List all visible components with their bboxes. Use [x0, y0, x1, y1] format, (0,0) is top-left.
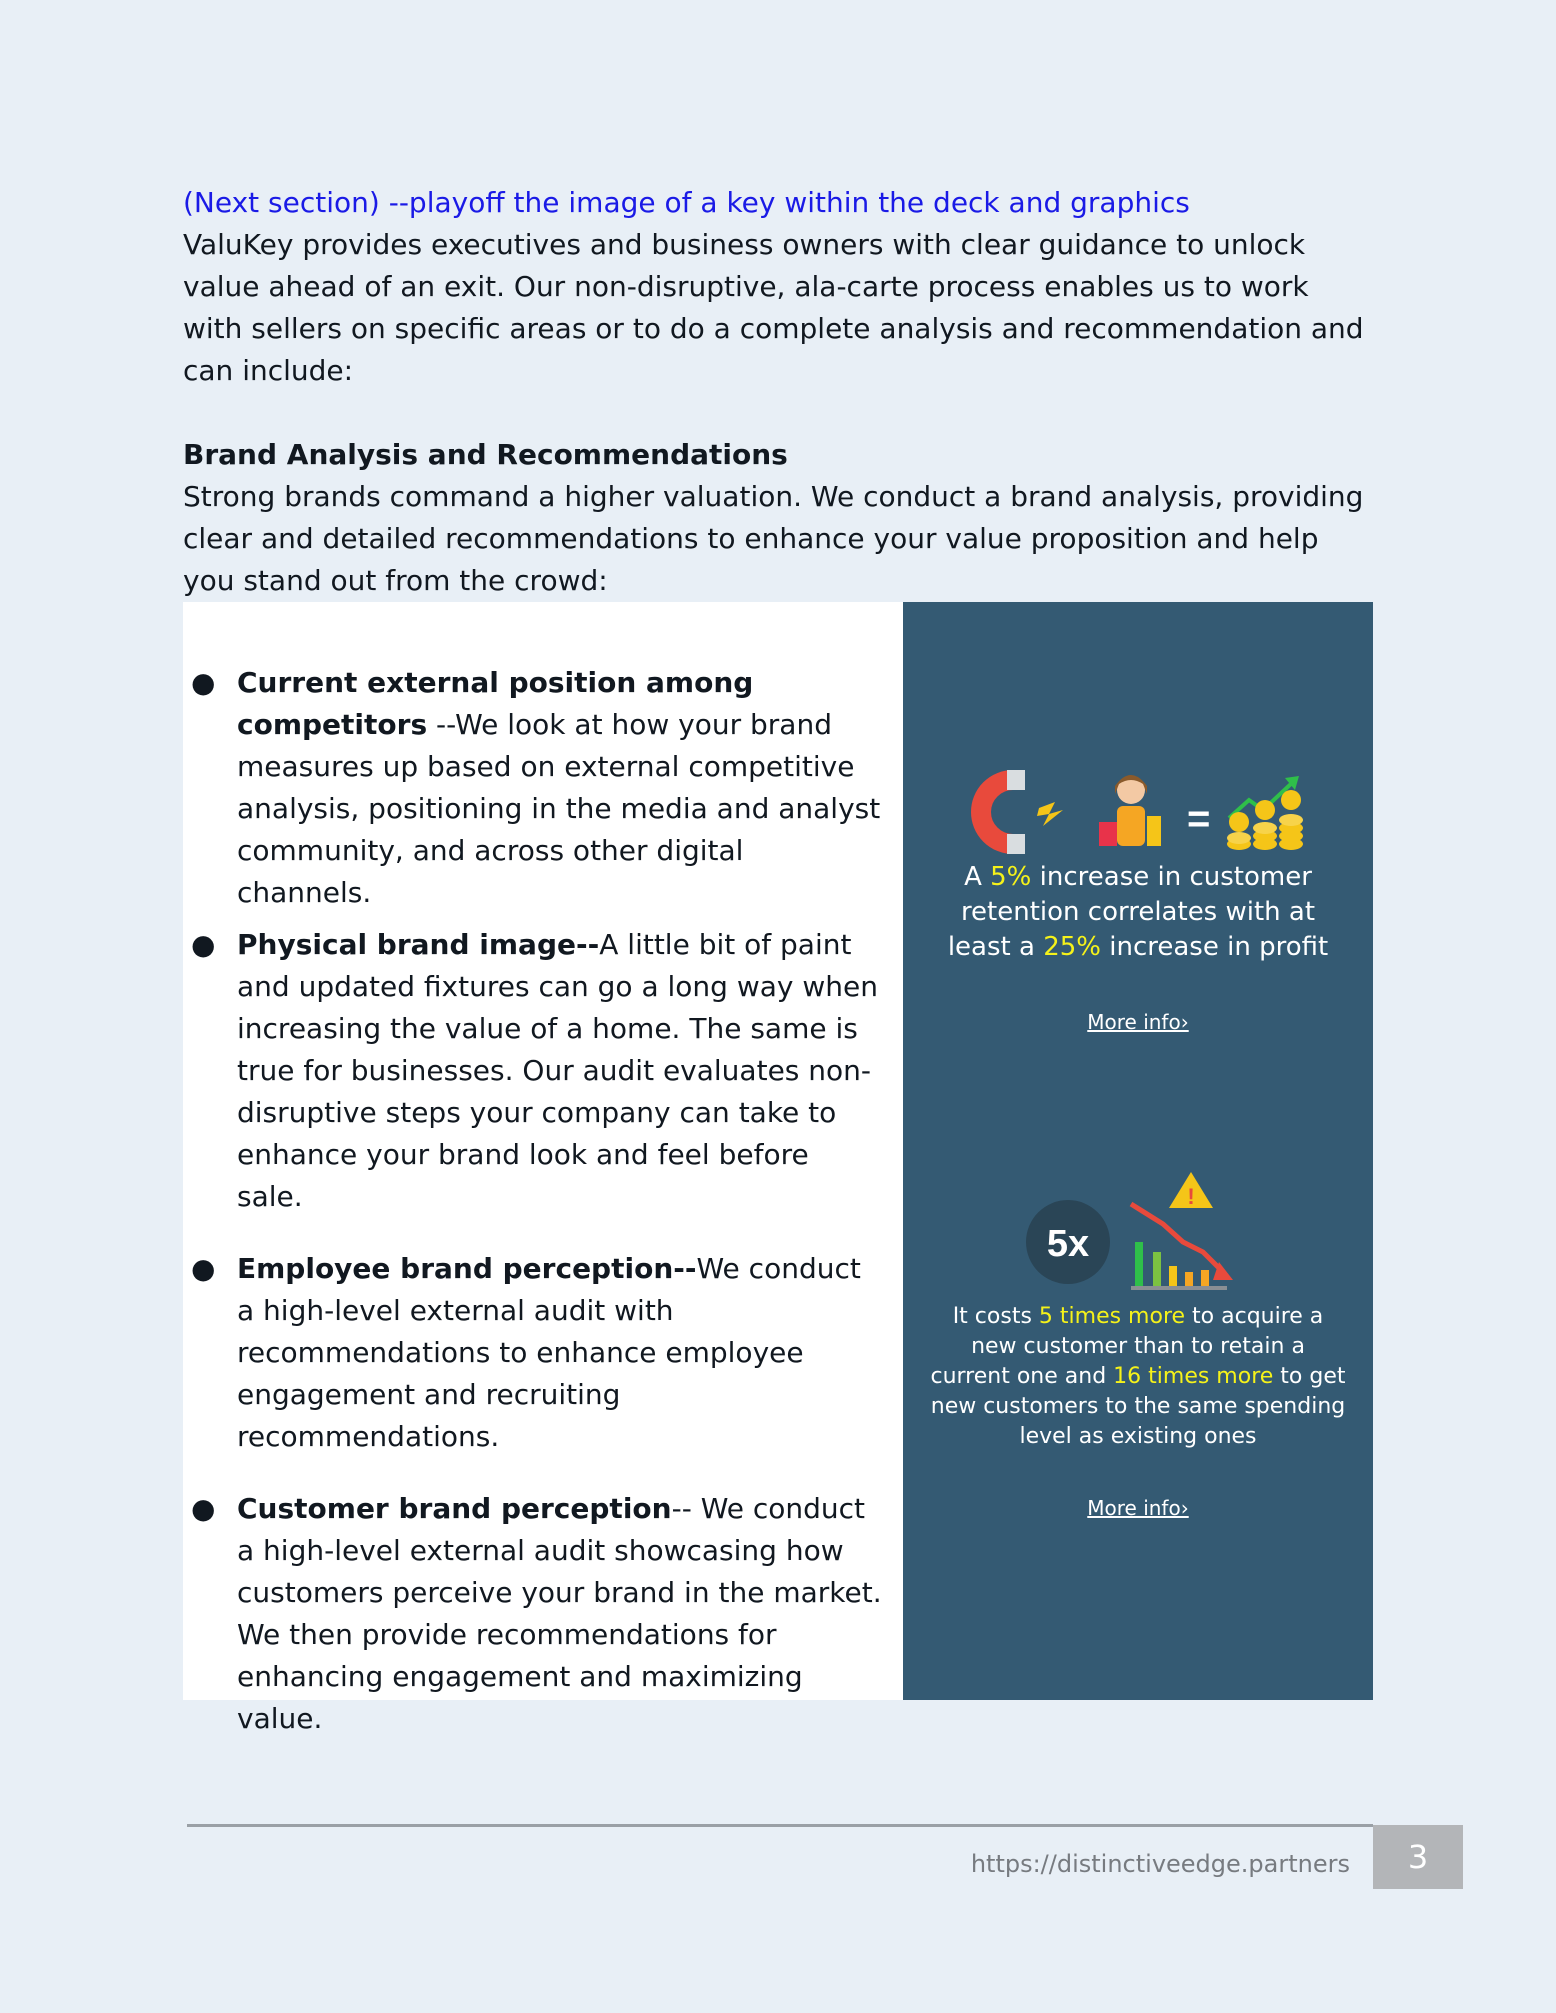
brand-section-paragraph: Strong brands command a higher valuation. We conduct a brand analysis, providing clear and detailed recommendations to enhance your value proposition and help you stand out from the crowd: — [183, 480, 1364, 597]
bullet-dot: ● — [191, 928, 216, 961]
brand-section-title: Brand Analysis and Recommendations — [183, 438, 788, 471]
section-note: (Next section) --playoff the image of a key within the deck and graphics — [183, 186, 1190, 219]
bullet-item-position — [183, 662, 883, 914]
magnet-icon — [981, 770, 1063, 854]
stat-text: A — [964, 862, 991, 892]
bullet-title: Current external position among competitors — [237, 666, 754, 741]
bullet-item-customer — [183, 1488, 883, 1740]
bullet-text: -- We conduct a high-level external audit showcasing how customers perceive your brand in the market. We then provide recommendations for enhancing engagement and maximizing value. — [237, 1492, 882, 1735]
stat-text: It costs — [952, 1304, 1039, 1329]
bullet-dot: ● — [191, 1252, 216, 1285]
stat-highlight: 5% — [990, 862, 1032, 892]
growth-coins-icon — [1227, 776, 1303, 850]
bullet-dot: ● — [191, 1492, 216, 1525]
footer-divider — [187, 1824, 1373, 1827]
page-number: 3 — [1373, 1825, 1463, 1889]
bullet-text: --We look at how your brand measures up based on external competitive analysis, positioning in the media and analyst community, and across other digital channels. — [237, 708, 881, 909]
stat-highlight: 5 times more — [1038, 1304, 1186, 1329]
5x-badge-label: 5x — [1046, 1223, 1090, 1265]
stat-text: to acquire a new customer than to retain a current one and — [930, 1304, 1324, 1389]
bullet-title: Physical brand image-- — [237, 928, 600, 961]
shopper-icon — [1099, 775, 1161, 846]
brand-box — [183, 602, 1373, 1735]
bullet-title: Employee brand perception-- — [237, 1252, 697, 1285]
retention-icon-group — [903, 750, 1373, 870]
equals-sign: = — [1187, 797, 1211, 841]
bullet-item-employee — [183, 1248, 883, 1458]
declining-chart-icon — [1131, 1172, 1233, 1290]
bullet-item-physical-image — [183, 924, 883, 1218]
acquisition-icon-group — [903, 1162, 1373, 1292]
intro-paragraph: ValuKey provides executives and business owners with clear guidance to unlock value ahead of an exit. Our non-disruptive, ala-carte process enables us to work with sellers on specific areas or to do a complete analysis and recommendation and can include: — [183, 228, 1364, 387]
more-info-link-1[interactable]: More info› — [1087, 1010, 1189, 1034]
stat-text: increase in customer retention correlates with at least a — [947, 862, 1316, 962]
bullet-dot: ● — [191, 666, 216, 699]
stat-highlight: 25% — [1043, 932, 1101, 962]
stat-text: increase in profit — [1100, 932, 1329, 962]
bullet-text: We conduct a high-level external audit with recommendations to enhance employee engagement and recruiting recommendations. — [237, 1252, 861, 1453]
stat-text: to get new customers to the same spending level as existing ones — [930, 1364, 1346, 1449]
intro-section — [183, 182, 1373, 602]
warning-icon: ! — [1187, 1184, 1195, 1209]
bullet-title: Customer brand perception — [237, 1492, 672, 1525]
acquisition-stat — [928, 1302, 1348, 1452]
bullet-list — [183, 662, 883, 1740]
stat-highlight: 16 times more — [1113, 1364, 1274, 1389]
footer-url[interactable]: https://distinctiveedge.partners — [970, 1850, 1350, 1878]
more-info-link-2[interactable]: More info› — [1087, 1496, 1189, 1520]
bullet-text: A little bit of paint and updated fixtures can go a long way when increasing the value of a home. The same is true for businesses. Our audit evaluates non-disruptive steps your company can take to enhance your brand look and feel before sale. — [237, 928, 878, 1213]
retention-stat — [933, 860, 1343, 965]
stats-panel — [903, 602, 1373, 1700]
